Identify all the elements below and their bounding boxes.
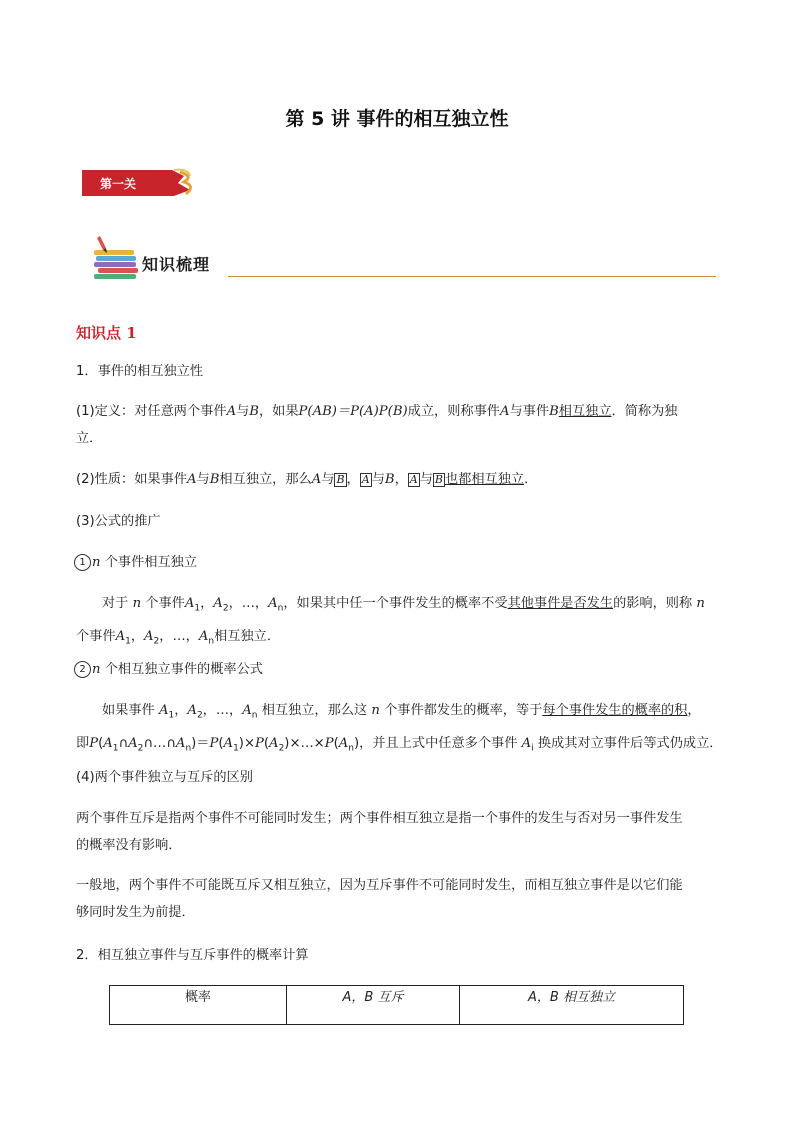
difference-paragraph-2: 一般地，两个事件不可能既互斥又相互独立，因为互斥事件不可能同时发生，而相互独立事件是以它们能 够同时发生为前提．: [76, 878, 683, 920]
section-1-heading: 1．事件的相互独立性: [76, 364, 204, 379]
definition-paragraph: (1)定义：对任意两个事件A与B，如果P(AB)＝P(A)P(B)成立，则称事件A与事件B相互独立．简称为独 立．: [76, 404, 678, 446]
generalization-heading: (3)公式的推广: [76, 514, 161, 529]
divider: [228, 276, 716, 277]
section-2-heading: 2．相互独立事件与互斥事件的概率计算: [76, 948, 309, 963]
difference-paragraph-1: 两个事件互斥是指两个事件不可能同时发生；两个事件相互独立是指一个事件的发生与否对另一事件发生 的概率没有影响．: [76, 811, 683, 853]
banner-ribbon-icon: [80, 166, 198, 200]
page-title: 第 5 讲 事件的相互独立性: [285, 108, 509, 130]
circle-2-heading: 2 n 个相互独立事件的概率公式: [74, 656, 263, 683]
section-banner: [92, 232, 722, 284]
probability-table: [109, 985, 684, 1025]
circled-one-icon: 1: [74, 554, 91, 571]
knowledge-point-heading: 知识点 1: [76, 324, 137, 342]
level-banner: [80, 166, 198, 200]
table-header-cell: A，B 相互独立: [528, 990, 615, 1005]
circled-two-icon: 2: [74, 661, 91, 678]
table-header-cell: A，B 互斥: [287, 986, 460, 1024]
circle-1-body: 对于 n 个事件$A_1$，$A_2$，…，$A_n$，如果其中任一个事件发生的概率不受其他事件是否发生的影响，则称 n 个事件$A_1$，$A_2$，…，$A_n$相互独立．: [76, 596, 705, 647]
level-banner-label: 第一关: [100, 177, 137, 191]
table-header-cell: 概率: [110, 986, 287, 1024]
circle-1-heading: 1 n 个事件相互独立: [74, 549, 197, 576]
section-banner-label: 知识梳理: [142, 255, 211, 274]
property-paragraph: (2)性质：如果事件A与B相互独立，那么A与 B ， A 与B， A 与 B 也都相互独立．: [76, 472, 538, 487]
difference-heading: (4)两个事件独立与互斥的区别: [76, 770, 253, 785]
circle-2-body: 如果事件 $A_1$，$A_2$，…，$A_n$ 相互独立，那么这 n 个事件都发生的概率，等于每个事件发生的概率的积， 即$P(A_1\cap A_2\cap\dots\cap A_n)=P(A_1)\times P(A_2)\times\dots\times P(A_n)$，并且上式中任意多个事件 $A_i$ 换成其对立事件后等式仍成立．: [76, 703, 723, 754]
